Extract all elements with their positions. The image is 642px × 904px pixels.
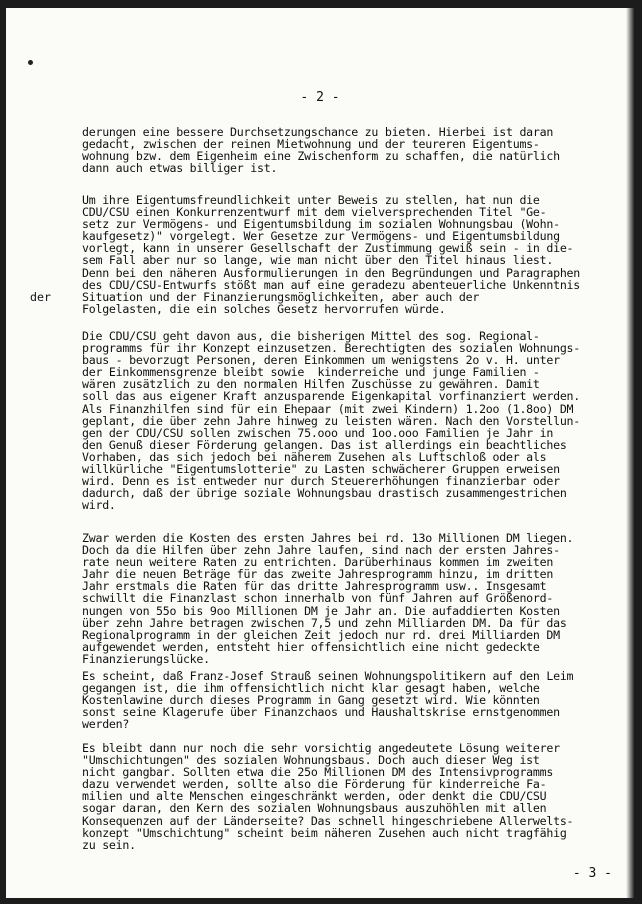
text-line: nicht gangbar. Sollten etwa die 25o Millionen DM des Intensivprogramms xyxy=(82,765,554,780)
text-line: Die CDU/CSU geht davon aus, die bisherigen Mittel des sog. Regional- xyxy=(82,329,540,343)
text-line: gegangen ist, die ihm offensichtlich nicht klar gesagt haben, welche xyxy=(82,681,540,696)
paragraph-2 xyxy=(82,194,580,315)
page-number: - 2 - xyxy=(300,90,340,105)
margin-note: der xyxy=(30,290,51,304)
text-line: Denn bei den näheren Ausformulierungen in den Begründungen und Paragraphen xyxy=(82,265,581,280)
text-line: dazu verwendet werden, sollte also die Förderung für kinderreiche Fa- xyxy=(82,777,547,792)
text-line: über zehn Jahre betragen zwischen 7,5 und zehn Milliarden DM. Da für das xyxy=(82,615,567,630)
text-line: Vorhaben, das sich jedoch bei näherem Zusehen als Luftschloß oder als xyxy=(82,449,547,464)
text-line: sem Fall aber nur so lange, wie man nicht über den Titel hinaus liest. xyxy=(82,253,554,268)
text-line: aufgewendet werden, entsteht hier offensichtlich eine nicht gedeckte xyxy=(82,639,540,654)
document-page xyxy=(6,8,634,898)
text-line: geplant, die über zehn Jahre hinweg zu leisten wären. Nach den Vorstellun- xyxy=(82,413,581,428)
text-line: Jahr die neuen Beträge für das zweite Jahresprogramm hinzu, im dritten xyxy=(82,567,554,582)
text-line: der Einkommensgrenze bleibt sowie kinderreiche und junge Familien - xyxy=(82,365,540,380)
paragraph-5 xyxy=(82,670,573,730)
text-line: sogar daran, den Kern des sozialen Wohnungsbaus auszuhöhlen mit allen xyxy=(82,801,547,816)
text-line: programms für ihr Konzept einzusetzen. Berechtigten des sozialen Wohnungs- xyxy=(82,341,581,356)
next-page-marker: - 3 - xyxy=(572,866,612,881)
text-line: soll das aus eigener Kraft anzusparende Eigenkapital vorfinanziert werden. xyxy=(82,389,581,404)
text-line: Kostenlawine durch dieses Programm in Gang gesetzt wird. Wie könnten xyxy=(82,693,540,708)
text-line: Konsequenzen auf der Länderseite? Das schnell hingeschriebene Allerwelts- xyxy=(82,813,574,828)
text-line: Es scheint, daß Franz-Josef Strauß seinen Wohnungspolitikern auf den Leim xyxy=(82,669,574,683)
text-line: Doch da die Hilfen über zehn Jahre laufen, sind nach der ersten Jahres- xyxy=(82,543,560,558)
text-line: gen der CDU/CSU sollen zwischen 75.ooo und 1oo.ooo Familien je Jahr in xyxy=(82,425,554,440)
text-line: CDU/CSU einen Konkurrenzentwurf mit dem vielversprechenden Titel "Ge- xyxy=(82,205,547,220)
paragraph-4 xyxy=(82,532,573,665)
text-line: wird. Denn es ist entweder nur durch Steuererhöhungen finanzierbar oder xyxy=(82,474,560,489)
text-line: werden? xyxy=(82,717,130,732)
text-line: wohnung bzw. dem Eigenheim eine Zwischenform zu schaffen, die natürlich xyxy=(82,149,560,164)
text-line: Folgelasten, die ein solches Gesetz hervorrufen würde. xyxy=(82,301,446,316)
text-line: kaufgesetz)" vorgelegt. Wer Gesetze zur Vermögens- und Eigentumsbildung xyxy=(82,229,560,244)
text-line: baus - bevorzugt Personen, deren Einkommen um wenigstens 2o v. H. unter xyxy=(82,353,560,368)
paragraph-6 xyxy=(82,742,573,851)
text-line: gedacht, zwischen der reinen Mietwohnung und der teureren Eigentums- xyxy=(82,137,540,152)
text-line: willkürliche "Eigentumslotterie" zu Lasten schwächerer Gruppen erweisen xyxy=(82,462,560,477)
text-line: des CDU/CSU-Entwurfs stößt man auf eine geradezu abenteuerliche Unkenntnis xyxy=(82,277,581,292)
text-line: nungen von 55o bis 9oo Millionen DM je Jahr an. Die aufaddierten Kosten xyxy=(82,603,560,618)
text-line: schwillt die Finanzlast schon innerhalb von fünf Jahren auf Größenord- xyxy=(82,591,554,606)
text-line: rate neun weitere Raten zu entrichten. Darüberhinaus kommen im zweiten xyxy=(82,555,554,570)
text-line: Jahr erstmals die Raten für das dritte Jahresprogramm usw.. Insgesamt xyxy=(82,579,547,594)
text-line: Situation und der Finanzierungsmöglichkeiten, aber auch der xyxy=(82,289,480,304)
text-line: dann auch etwas billiger ist. xyxy=(82,161,278,176)
text-line: wird. xyxy=(82,498,116,513)
text-line: konzept "Umschichtung" scheint beim näheren Zusehen auch nicht tragfähig xyxy=(82,825,567,840)
text-line: Es bleibt dann nur noch die sehr vorsichtig angedeutete Lösung weiterer xyxy=(82,741,560,755)
page-edge-shadow xyxy=(626,8,634,898)
text-line: derungen eine bessere Durchsetzungschance zu bieten. Hierbei ist daran xyxy=(82,125,554,139)
text-line: wären zusätzlich zu den normalen Hilfen Zuschüsse zu gewähren. Damit xyxy=(82,377,540,392)
scan-speck xyxy=(28,60,33,65)
text-line: dadurch, daß der übrige soziale Wohnungsbau drastisch zusammengestrichen xyxy=(82,486,567,501)
text-line: zu sein. xyxy=(82,837,136,852)
text-line: den Genuß dieser Förderung gelangen. Das ist allerdings ein beachtliches xyxy=(82,437,567,452)
text-line: Um ihre Eigentumsfreundlichkeit unter Beweis zu stellen, hat nun die xyxy=(82,193,540,207)
paragraph-3 xyxy=(82,330,580,511)
text-line: setz zur Vermögens- und Eigentumsbildung im sozialen Wohnungsbau (Wohn- xyxy=(82,217,560,232)
text-line: Als Finanzhilfen sind für ein Ehepaar (mit zwei Kindern) 1.2oo (1.8oo) DM xyxy=(82,401,574,416)
text-line: Zwar werden die Kosten des ersten Jahres bei rd. 13o Millionen DM liegen. xyxy=(82,531,574,545)
text-line: vorlegt, kann in unserer Gesellschaft der Zustimmung gewiß sein - in die- xyxy=(82,241,574,256)
text-line: Regionalprogramm in der gleichen Zeit jedoch nur rd. drei Milliarden DM xyxy=(82,627,560,642)
paragraph-1 xyxy=(82,126,560,174)
text-line: sonst seine Klagerufe über Finanzchaos und Haushaltskrise ernstgenommen xyxy=(82,705,560,720)
text-line: Finanzierungslücke. xyxy=(82,651,210,666)
text-line: "Umschichtungen" des sozialen Wohnungsbaus. Doch auch dieser Weg ist xyxy=(82,753,540,768)
text-line: milien und alte Menschen eingeschränkt werden, oder denkt die CDU/CSU xyxy=(82,789,547,804)
